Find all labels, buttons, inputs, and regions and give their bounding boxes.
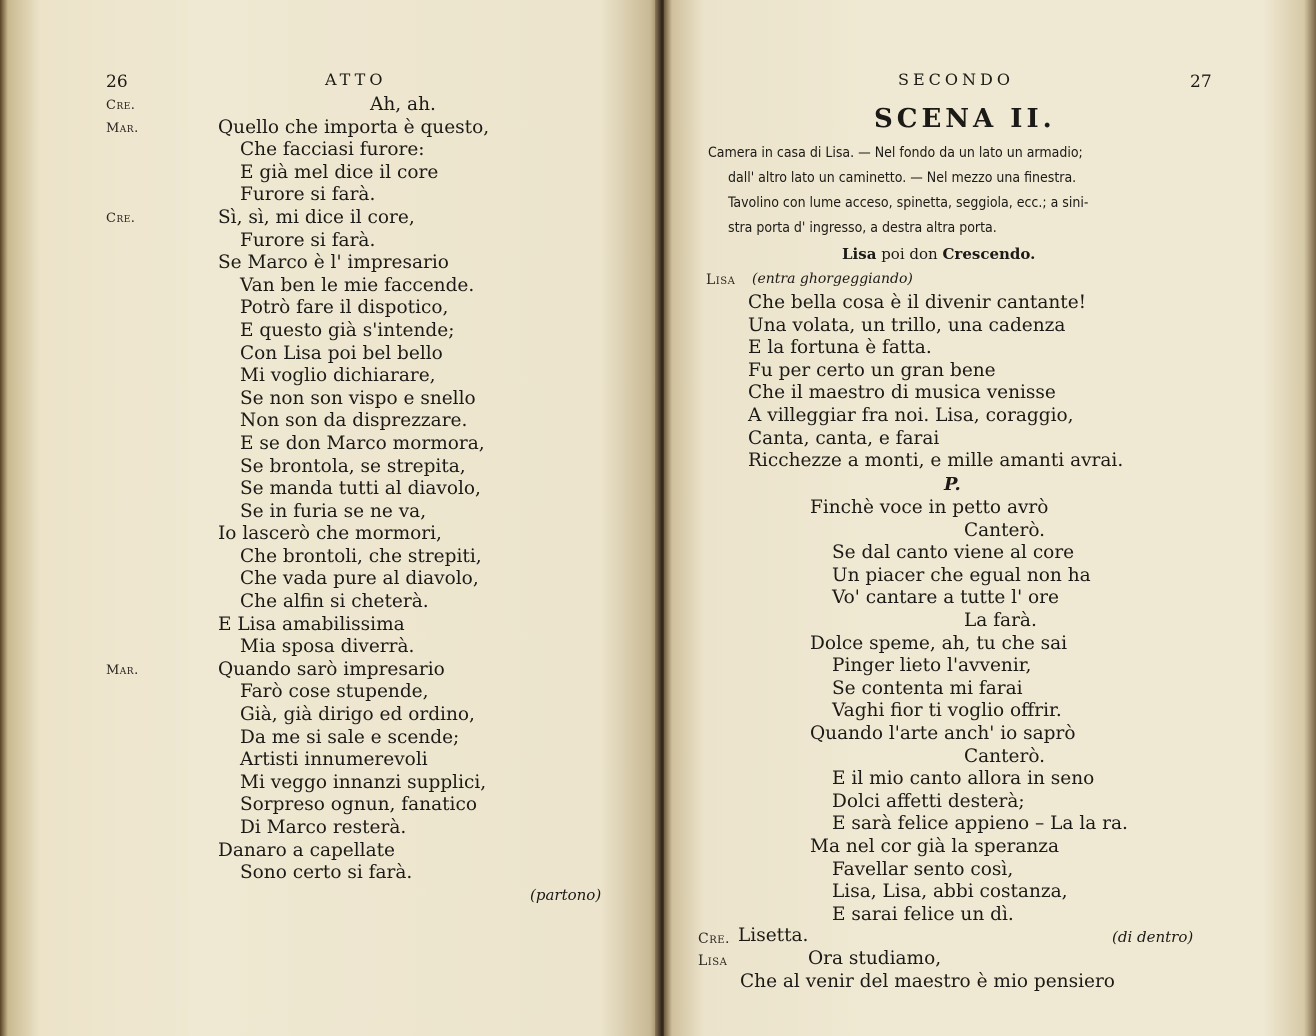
verse-line: Se brontola, se strepita, — [240, 455, 466, 477]
verse-line: E Lisa amabilissima — [218, 613, 405, 635]
speaker-cre: Cre. — [106, 98, 136, 113]
verse-line: Furore si farà. — [240, 184, 376, 206]
verse-line: E il mio canto allora in seno — [832, 768, 1095, 790]
verse-line: Dolci affetti desterà; — [832, 790, 1025, 812]
scene-title: SCENA II. — [874, 104, 1056, 134]
stage-direction-line: stra porta d' ingresso, a destra altra porta. — [728, 220, 997, 236]
stage-direction — [708, 141, 1088, 241]
verse-line: Che bella cosa è il divenir cantante! — [748, 292, 1087, 313]
verse-line: Che brontoli, che strepiti, — [240, 545, 482, 567]
verse-line: Quello che importa è questo, — [218, 116, 490, 138]
verse-line: Artisti innumerevoli — [240, 749, 428, 771]
final-lines — [740, 948, 1115, 993]
verse-line: Furore si farà. — [240, 229, 376, 251]
verse-line: A villeggiar fra noi. Lisa, coraggio, — [748, 404, 1074, 426]
verse-line: Mi voglio dichiarare, — [240, 365, 436, 387]
verse-line: E sarai felice un dì. — [832, 903, 1014, 925]
cre-line: Lisetta. — [738, 925, 809, 946]
verse-line: Ah, ah. — [370, 94, 436, 115]
stage-direction-line: dall' altro lato un caminetto. — Nel mezzo una finestra. — [728, 170, 1077, 186]
left-page-number: 26 — [106, 72, 128, 92]
verse-line: Con Lisa poi bel bello — [240, 342, 443, 364]
verse-line: Se Marco è l' impresario — [218, 252, 449, 274]
verse-line: E già mel dice il core — [240, 161, 439, 183]
aria-mark: P. — [944, 474, 961, 495]
exit-direction: (partono) — [530, 886, 602, 904]
verse-line: Van ben le mie faccende. — [240, 274, 475, 296]
verse-line: Che facciasi furore: — [240, 139, 425, 161]
verse-line: Danaro a capellate — [218, 839, 396, 861]
verse-line: Mia sposa diverrà. — [240, 636, 415, 658]
speaker-lisa: Lisa — [698, 953, 728, 969]
verse-line: E se don Marco mormora, — [240, 432, 485, 454]
lisa-direction: (entra ghorgeggiando) — [752, 271, 913, 287]
verse-line: Lisa, Lisa, abbi costanza, — [832, 881, 1068, 903]
speaker-cre: Cre. — [106, 211, 136, 226]
verse-line: Canta, canta, e farai — [748, 427, 940, 449]
stage-direction-line: Tavolino con lume acceso, spinetta, seggiola, ecc.; a sini- — [728, 195, 1089, 211]
verse-line: Già, già dirigo ed ordino, — [240, 704, 475, 726]
verse-line: Canterò. — [964, 745, 1046, 767]
verse-line: Ora studiamo, — [808, 948, 942, 969]
persons-connector: poi don — [881, 245, 938, 263]
verse-line: Dolce speme, ah, tu che sai — [810, 632, 1068, 654]
verse-line: Quando l'arte anch' io saprò — [810, 722, 1076, 744]
verse-line: E la fortuna è fatta. — [748, 337, 932, 359]
verse-line: Che al venir del maestro è mio pensiero — [740, 970, 1115, 992]
verse-line: Vaghi fior ti voglio offrir. — [832, 700, 1062, 722]
recitative-lines — [748, 292, 1123, 473]
verse-line: Ma nel cor già la speranza — [810, 835, 1060, 857]
aria-lines — [810, 497, 1128, 926]
verse-line: Che alfin si cheterà. — [240, 591, 429, 613]
verse-line: Pinger lieto l'avvenir, — [832, 655, 1032, 677]
left-verse-lines — [218, 94, 489, 885]
right-page — [664, 0, 1316, 1036]
cre-direction: (di dentro) — [1112, 928, 1194, 946]
speaker-lisa: Lisa — [706, 272, 736, 288]
verse-line: Se manda tutti al diavolo, — [240, 478, 481, 500]
verse-line: Io lascerò che mormori, — [218, 523, 442, 545]
verse-line: Da me si sale e scende; — [240, 726, 460, 748]
verse-line: Quando sarò impresario — [218, 658, 445, 680]
person-lisa: Lisa — [842, 245, 877, 263]
verse-line: Farò cose stupende, — [240, 681, 429, 703]
verse-line: Se non son vispo e snello — [240, 387, 476, 409]
right-page-number: 27 — [1190, 72, 1212, 92]
verse-line: Non son da disprezzare. — [240, 410, 468, 432]
verse-line: Che vada pure al diavolo, — [240, 568, 479, 590]
verse-line: Un piacer che egual non ha — [832, 564, 1091, 586]
verse-line: Fu per certo un gran bene — [748, 359, 996, 381]
speaker-mar: Mar. — [106, 121, 139, 136]
verse-line: Canterò. — [964, 519, 1046, 541]
verse-line: Sorpreso ognun, fanatico — [240, 794, 477, 816]
verse-line: Favellar sento così, — [832, 858, 1014, 880]
verse-line: Se in furia se ne va, — [240, 500, 427, 522]
verse-line: E sarà felice appieno – La la ra. — [832, 813, 1128, 835]
person-crescendo: Crescendo. — [942, 245, 1036, 263]
verse-line: Che il maestro di musica venisse — [748, 382, 1056, 404]
verse-line: La farà. — [964, 609, 1037, 631]
verse-line: E questo già s'intende; — [240, 319, 455, 341]
speaker-mar: Mar. — [106, 663, 139, 678]
verse-line: Una volata, un trillo, una cadenza — [748, 314, 1066, 336]
scene-persons — [842, 245, 1035, 263]
verse-line: Se contenta mi farai — [832, 677, 1023, 699]
verse-line: Se dal canto viene al core — [832, 542, 1075, 564]
verse-line: Sì, sì, mi dice il core, — [218, 206, 415, 228]
verse-line: Finchè voce in petto avrò — [810, 497, 1049, 518]
left-running-head: ATTO — [325, 70, 387, 89]
verse-line: Mi veggo innanzi supplici, — [240, 771, 487, 793]
verse-line: Ricchezze a monti, e mille amanti avrai. — [748, 450, 1124, 472]
speaker-cre: Cre. — [698, 931, 730, 947]
verse-line: Sono certo si farà. — [240, 862, 413, 884]
stage-direction-line: Camera in casa di Lisa. — Nel fondo da un lato un armadio; — [708, 145, 1083, 161]
verse-line: Potrò fare il dispotico, — [240, 297, 449, 319]
verse-line: Vo' cantare a tutte l' ore — [832, 587, 1059, 609]
verse-line: Di Marco resterà. — [240, 817, 407, 838]
right-running-head: SECONDO — [898, 70, 1014, 89]
